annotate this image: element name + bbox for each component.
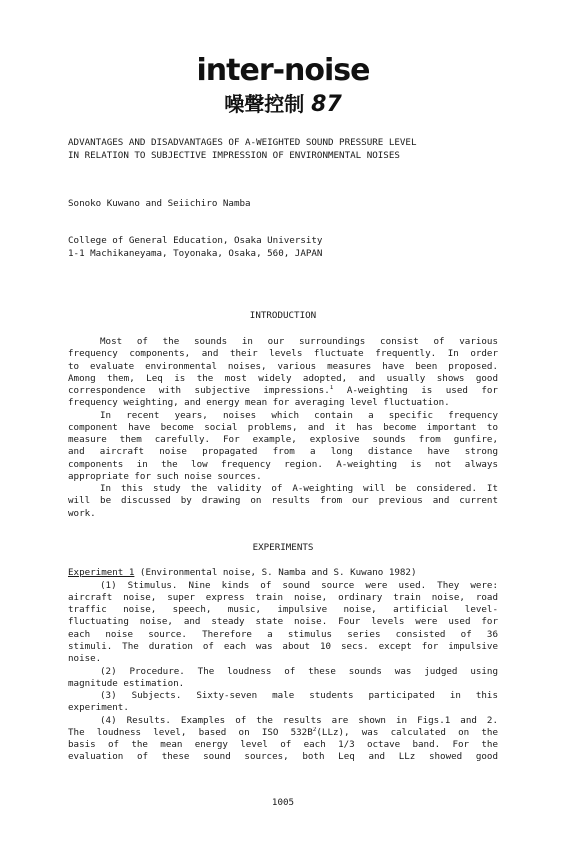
text-line: In recent years, noises which contain a specific frequency bbox=[100, 409, 498, 421]
experiment-1-label: Experiment 1 bbox=[68, 567, 135, 578]
text-line: (2) Procedure. The loudness of these sounds was judged using bbox=[100, 665, 498, 677]
text-line: will be discussed by drawing on results from our previous and current bbox=[68, 495, 498, 507]
paper-title-line-1: ADVANTAGES AND DISADVANTAGES OF A-WEIGHTED SOUND PRESSURE LEVEL bbox=[68, 137, 417, 148]
affiliation-line-1: College of General Education, Osaka University bbox=[68, 235, 323, 246]
conference-logo: inter-noise bbox=[196, 53, 370, 88]
text-line: components in the low frequency region. A-weighting is not always bbox=[68, 458, 498, 470]
page-number: 1005 bbox=[271, 797, 295, 808]
experiment-1-heading bbox=[68, 567, 498, 579]
introduction-paragraph-1 bbox=[68, 336, 498, 410]
text-line: experiment. bbox=[68, 702, 129, 714]
text-line: evaluation of these sound sources, both Leq and LLz showed good bbox=[68, 751, 498, 763]
subjects-paragraph bbox=[68, 690, 498, 715]
text-line: frequency components, and their levels fluctuate frequently. In order bbox=[68, 348, 498, 360]
text-line: Most of the sounds in our surroundings consist of various bbox=[100, 336, 498, 347]
text-line: work. bbox=[68, 507, 96, 519]
text-line: fluctuating noise, and steady state noise. Four levels were used for bbox=[68, 616, 498, 628]
text-line: each noise source. Therefore a stimulus series consisted of 36 bbox=[68, 628, 498, 640]
text-line: (3) Subjects. Sixty-seven male students participated in this bbox=[100, 690, 498, 701]
text-line: noise. bbox=[68, 653, 102, 664]
experiments-heading: EXPERIMENTS bbox=[252, 542, 314, 553]
footnote-ref: 2 bbox=[312, 726, 317, 733]
text-line bbox=[68, 385, 498, 397]
text-line: and aircraft noise propagated from a long distance have strong bbox=[68, 446, 498, 458]
procedure-paragraph bbox=[68, 666, 498, 691]
text-segment: (LLz), was calculated on the bbox=[316, 726, 498, 738]
experiment-1-description: (Environmental noise, S. Namba and S. Kuwano 1982) bbox=[134, 567, 417, 578]
text-line: Among them, Leq is the most widely adopted, and usually shows good bbox=[68, 372, 498, 384]
text-line: to evaluate environmental noises, various measures have been proposed. bbox=[68, 360, 498, 372]
logo-chinese-text: 噪聲控制 bbox=[224, 92, 305, 116]
text-segment: correspondence with subjective impressions. bbox=[68, 385, 330, 396]
text-line: basis of the mean energy level of each 1/3 octave band. For the bbox=[68, 739, 498, 750]
logo-year: 87 bbox=[311, 92, 342, 117]
text-line: (1) Stimulus. Nine kinds of sound source were used. They were: bbox=[100, 579, 498, 591]
conference-logo-subtitle bbox=[0, 92, 566, 117]
text-line: In this study the validity of A-weighting will be considered. It bbox=[100, 483, 498, 494]
stimulus-paragraph bbox=[68, 580, 498, 666]
text-line: magnitude estimation. bbox=[68, 677, 185, 689]
text-segment: A-weighting is used for bbox=[346, 385, 498, 396]
text-line: traffic noise, speech, music, impulsive noise, artificial level- bbox=[68, 604, 498, 615]
paper-authors: Sonoko Kuwano and Seiichiro Namba bbox=[68, 198, 251, 209]
text-line: measure them carefully. For example, explosive sounds from gunfire, bbox=[68, 434, 498, 445]
text-line: appropriate for such noise sources. bbox=[68, 470, 262, 482]
text-line: stimuli. The duration of each was about 10 secs. except for impulsive bbox=[68, 640, 498, 652]
text-line: component have become social problems, and it has become important to bbox=[68, 421, 498, 433]
introduction-heading: INTRODUCTION bbox=[249, 310, 317, 321]
footnote-ref: 1 bbox=[329, 385, 334, 391]
text-line: (4) Results. Examples of the results are shown in Figs.1 and 2. bbox=[100, 714, 498, 726]
affiliation-line-2: 1-1 Machikaneyama, Toyonaka, Osaka, 560, JAPAN bbox=[68, 248, 323, 259]
introduction-paragraph-3 bbox=[68, 483, 498, 520]
paper-title-line-2: IN RELATION TO SUBJECTIVE IMPRESSION OF ENVIRONMENTAL NOISES bbox=[68, 150, 400, 161]
text-line: aircraft noise, super express train noise, ordinary train noise, road bbox=[68, 591, 498, 603]
results-paragraph bbox=[68, 715, 498, 764]
text-line: frequency weighting, and energy mean for averaging level fluctuation. bbox=[68, 397, 450, 409]
text-line bbox=[68, 727, 498, 739]
introduction-paragraph-2 bbox=[68, 410, 498, 484]
text-segment: The loudness level, based on ISO 532B bbox=[68, 726, 313, 738]
